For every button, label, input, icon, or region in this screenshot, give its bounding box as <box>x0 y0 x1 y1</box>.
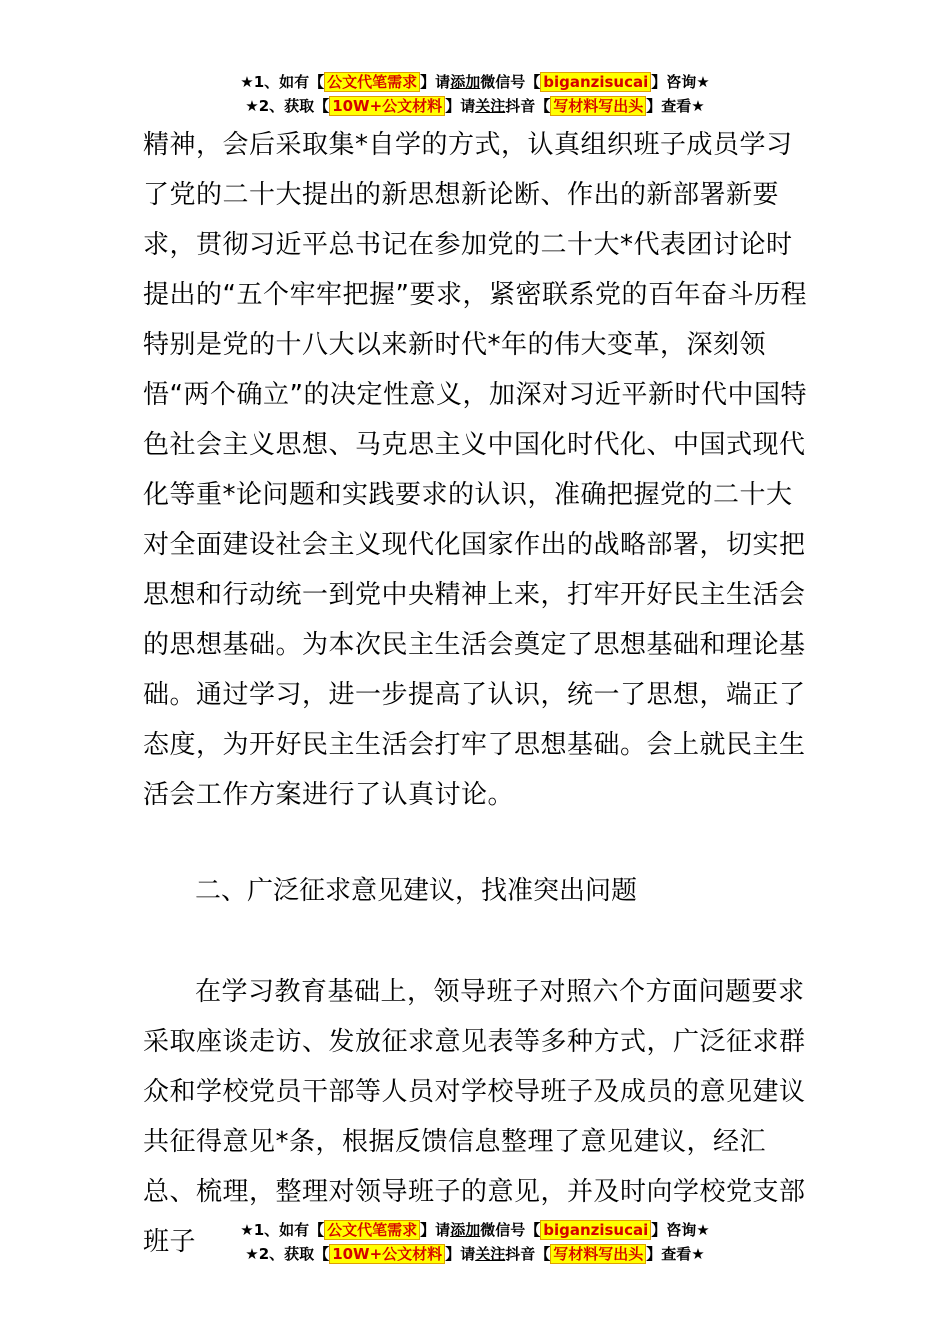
paragraph-study: 精神，会后采取集*自学的方式，认真组织班子成员学习了党的二十大提出的新思想新论断、作出的新部署新要求，贯彻习近平总书记在参加党的二十大*代表团讨论时提出的“五个牢牢把握”要求，紧密联系党的百年奋斗历程特别是党的十八大以来新时代*年的伟大变革，深刻领悟“两个确立”的决定性意义，加深对习近平新时代中国特色社会主义思想、马克思主义中国化时代化、中国式现代化等重*论问题和实践要求的认识，准确把握党的二十大对全面建设社会主义现代化国家作出的战略部署，切实把思想和行动统一到党中央精神上来，打牢开好民主生活会的思想基础。为本次民主生活会奠定了思想基础和理论基础。通过学习，进一步提高了认识，统一了思想，端正了态度，为开好民主生活会打牢了思想基础。会上就民主生活会工作方案进行了认真讨论。 <box>143 130 807 810</box>
banner-text: 】查看★ <box>646 1245 705 1263</box>
banner-underline: 添加 <box>450 73 481 91</box>
footer-banner <box>0 1218 950 1266</box>
banner-text: 抖音【 <box>505 97 551 115</box>
highlight-wechat-id: biganzisucai <box>540 1220 651 1240</box>
highlight-service: 公文代笔需求 <box>324 1220 420 1240</box>
highlight-douyin: 写材料写出头 <box>550 1244 646 1264</box>
banner-text: ★1、如有【 <box>240 1221 325 1239</box>
banner-line-2 <box>0 94 950 118</box>
highlight-service: 公文代笔需求 <box>324 72 420 92</box>
banner-text: 】查看★ <box>646 97 705 115</box>
banner-text: 】请 <box>445 1245 476 1263</box>
banner-line-2 <box>0 1242 950 1266</box>
banner-text: 抖音【 <box>505 1245 551 1263</box>
highlight-wechat-id: biganzisucai <box>540 72 651 92</box>
section-heading: 二、广泛征求意见建议，找准突出问题 <box>195 876 638 906</box>
banner-text: 】请 <box>445 97 476 115</box>
banner-text: 微信号【 <box>480 73 541 91</box>
banner-text: 】请 <box>420 73 451 91</box>
banner-text: ★2、获取【 <box>245 97 330 115</box>
paragraph-feedback: 在学习教育基础上，领导班子对照六个方面问题要求采取座谈走访、发放征求意见表等多种方式，广泛征求群众和学校党员干部等人员对学校导班子及成员的意见建议共征得意见*条，根据反馈信息整理了意见建议，经汇总、梳理，整理对领导班子的意见，并及时向学校党支部班子 <box>143 977 806 1257</box>
highlight-materials: 10W+公文材料 <box>329 1244 445 1264</box>
banner-underline: 关注 <box>475 97 506 115</box>
banner-text: ★2、获取【 <box>245 1245 330 1263</box>
banner-text: ★1、如有【 <box>240 73 325 91</box>
banner-text: 】请 <box>420 1221 451 1239</box>
header-banner <box>0 70 950 118</box>
banner-text: 】咨询★ <box>651 73 710 91</box>
document-body-top <box>143 120 811 820</box>
highlight-douyin: 写材料写出头 <box>550 96 646 116</box>
banner-line-1 <box>0 70 950 94</box>
banner-underline: 关注 <box>475 1245 506 1263</box>
banner-underline: 添加 <box>450 1221 481 1239</box>
banner-text: 微信号【 <box>480 1221 541 1239</box>
banner-line-1 <box>0 1218 950 1242</box>
banner-text: 】咨询★ <box>651 1221 710 1239</box>
highlight-materials: 10W+公文材料 <box>329 96 445 116</box>
